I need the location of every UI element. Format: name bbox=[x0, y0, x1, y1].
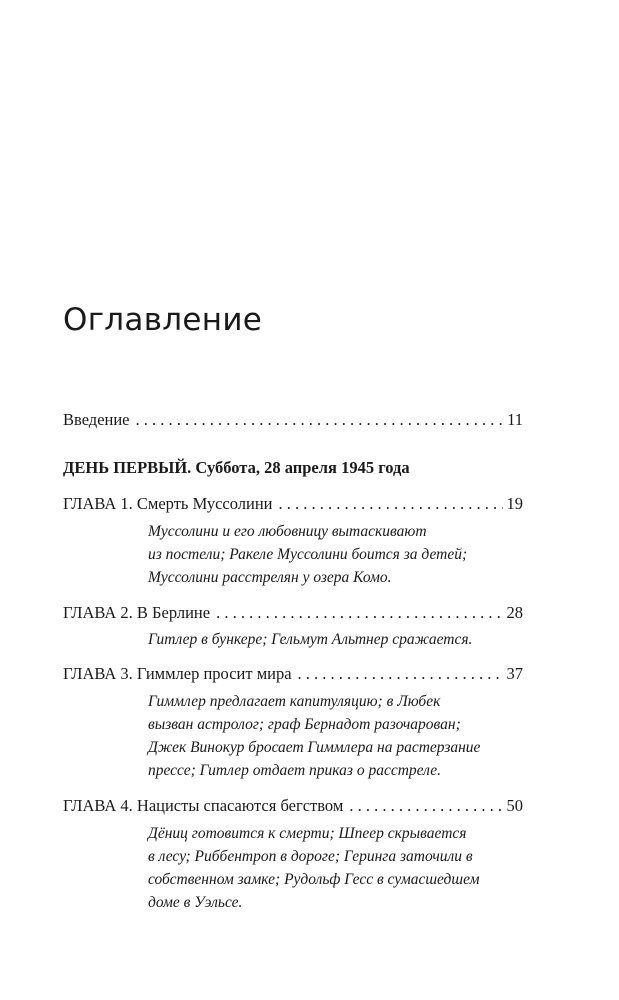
toc-entry-page: 37 bbox=[506, 664, 523, 683]
summary-line: прессе; Гитлер отдает приказ о расстреле. bbox=[148, 762, 442, 779]
page-title: Оглавление bbox=[63, 302, 263, 338]
dot-leader bbox=[298, 664, 503, 684]
chapter-3-summary bbox=[148, 690, 518, 782]
summary-line: собственном замке; Рудольф Гесс в сумасшедшем bbox=[148, 871, 480, 888]
summary-line: вызван астролог; граф Бернадот разочарован; bbox=[148, 716, 461, 733]
toc-entry-chapter-3[interactable] bbox=[63, 664, 523, 684]
summary-line: Муссолини расстрелян у озера Комо. bbox=[148, 569, 392, 586]
summary-line: Дёниц готовится к смерти; Шпеер скрывается bbox=[148, 825, 467, 842]
toc-entry-chapter-4[interactable] bbox=[63, 796, 523, 816]
toc-entry-label: ГЛАВА 3. Гиммлер просит мира bbox=[63, 664, 292, 683]
chapter-2-summary bbox=[148, 628, 518, 651]
dot-leader bbox=[279, 494, 503, 514]
summary-line: в лесу; Риббентроп в дороге; Геринга заточили в bbox=[148, 848, 473, 865]
toc-entry-page: 11 bbox=[507, 410, 523, 429]
toc-entry-page: 19 bbox=[506, 494, 523, 513]
toc-entry-chapter-1[interactable] bbox=[63, 494, 523, 514]
summary-line: доме в Уэльсе. bbox=[148, 894, 243, 911]
toc-entry-label: ГЛАВА 4. Нацисты спасаются бегством bbox=[63, 796, 344, 815]
chapter-4-summary bbox=[148, 822, 518, 914]
toc-entry-label: ГЛАВА 2. В Берлине bbox=[63, 603, 211, 622]
toc-entry-label: Введение bbox=[63, 410, 130, 429]
summary-line: Джек Винокур бросает Гиммлера на растерзание bbox=[148, 739, 481, 756]
dot-leader bbox=[216, 603, 502, 623]
summary-line: Муссолини и его любовницу вытаскивают bbox=[148, 523, 427, 540]
dot-leader bbox=[136, 410, 504, 430]
summary-line: из постели; Ракеле Муссолини боится за детей; bbox=[148, 546, 468, 563]
summary-line: Гиммлер предлагает капитуляцию; в Любек bbox=[148, 693, 441, 710]
summary-line: Гитлер в бункере; Гельмут Альтнер сражается. bbox=[148, 631, 473, 648]
part-heading: ДЕНЬ ПЕРВЫЙ. Суббота, 28 апреля 1945 года bbox=[63, 458, 410, 477]
toc-entry-page: 28 bbox=[506, 603, 523, 622]
toc-entry-label: ГЛАВА 1. Смерть Муссолини bbox=[63, 494, 273, 513]
chapter-1-summary bbox=[148, 520, 518, 589]
toc-entry-intro[interactable] bbox=[63, 410, 523, 430]
toc-entry-page: 50 bbox=[506, 796, 523, 815]
dot-leader bbox=[349, 796, 502, 816]
toc-entry-chapter-2[interactable] bbox=[63, 603, 523, 623]
